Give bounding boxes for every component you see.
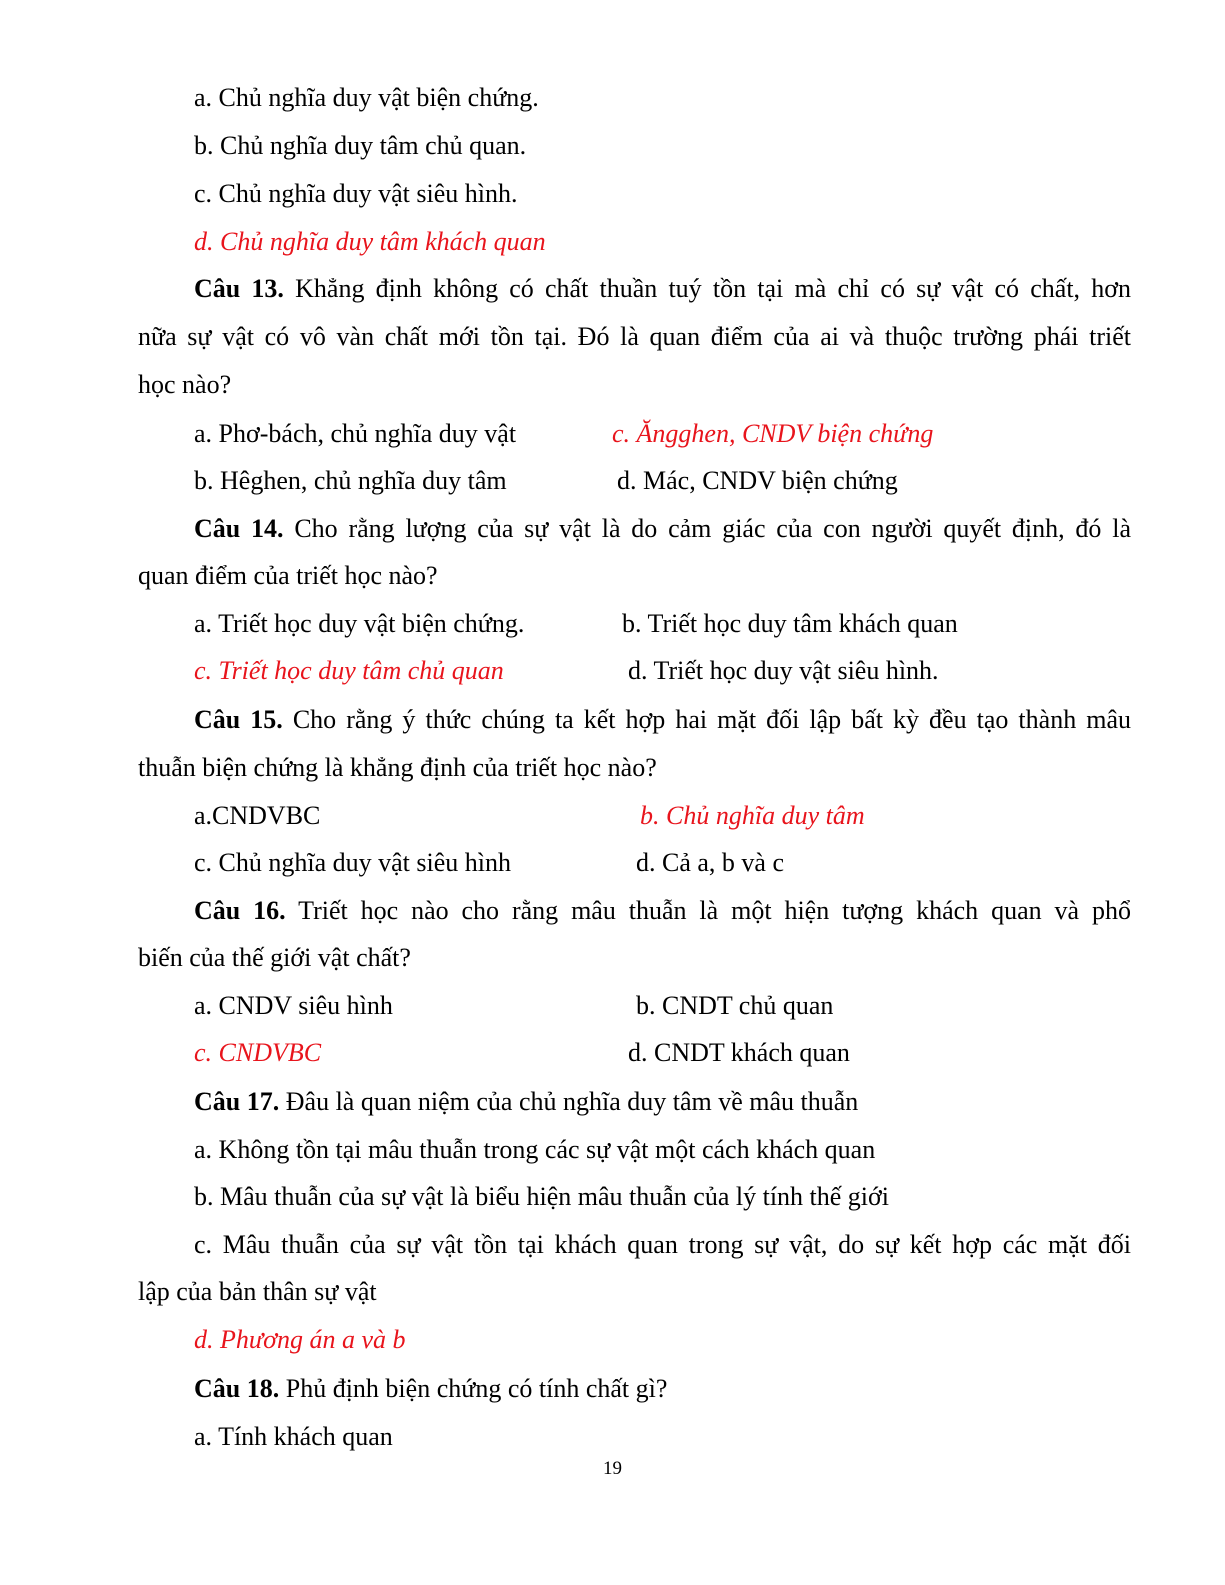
- q15-option-c: c. Chủ nghĩa duy vật siêu hình: [194, 848, 512, 877]
- question-14-label: Câu 14.: [194, 514, 284, 543]
- question-14-line-1: Câu 14. Cho rằng lượng của sự vật là do cảm giác của con người quyết định, đó là: [194, 514, 1131, 543]
- question-16-line-2: biến của thế giới vật chất?: [138, 943, 411, 972]
- correct-answer-option-d: d. Chủ nghĩa duy tâm khách quan: [194, 227, 546, 256]
- question-17-line-1: Câu 17. Đâu là quan niệm của chủ nghĩa duy tâm về mâu thuẫn: [194, 1087, 859, 1116]
- question-13-label: Câu 13.: [194, 274, 284, 303]
- q16-option-a: a. CNDV siêu hình: [194, 991, 393, 1020]
- q13-option-d: d. Mác, CNDV biện chứng: [617, 466, 898, 495]
- question-15-line-1: Câu 15. Cho rằng ý thức chúng ta kết hợp hai mặt đối lập bất kỳ đều tạo thành mâu: [194, 705, 1131, 734]
- q17-option-a: a. Không tồn tại mâu thuẫn trong các sự vật một cách khách quan: [194, 1135, 876, 1164]
- q14-option-a: a. Triết học duy vật biện chứng.: [194, 609, 525, 638]
- question-15-label: Câu 15.: [194, 705, 283, 734]
- option-c: c. Chủ nghĩa duy vật siêu hình.: [194, 179, 518, 208]
- question-13-line-1: Câu 13. Khẳng định không có chất thuần tuý tồn tại mà chỉ có sự vật có chất, hơn: [194, 274, 1131, 303]
- q16-option-d: d. CNDT khách quan: [628, 1038, 850, 1067]
- q17-option-c-line-2: lập của bản thân sự vật: [138, 1277, 377, 1306]
- q17-correct-option-d: d. Phương án a và b: [194, 1325, 406, 1354]
- q16-correct-option-c: c. CNDVBC: [194, 1038, 322, 1067]
- question-15-line-2: thuẫn biện chứng là khẳng định của triết học nào?: [138, 753, 657, 782]
- question-13-line-3: học nào?: [138, 370, 232, 399]
- question-16-label: Câu 16.: [194, 896, 286, 925]
- q13-correct-option-c: c. Ăngghen, CNDV biện chứng: [612, 419, 934, 448]
- option-a: a. Chủ nghĩa duy vật biện chứng.: [194, 83, 539, 112]
- question-13-line-2: nữa sự vật có vô vàn chất mới tồn tại. Đó là quan điểm của ai và thuộc trường phái triết: [138, 322, 1131, 351]
- q17-option-b: b. Mâu thuẫn của sự vật là biểu hiện mâu thuẫn của lý tính thế giới: [194, 1182, 890, 1211]
- q15-option-d: d. Cả a, b và c: [636, 848, 785, 877]
- question-17-label: Câu 17.: [194, 1087, 280, 1116]
- question-14-line-2: quan điểm của triết học nào?: [138, 561, 438, 590]
- page-number: 19: [603, 1458, 622, 1479]
- q14-option-b: b. Triết học duy tâm khách quan: [622, 609, 958, 638]
- q16-option-b: b. CNDT chủ quan: [636, 991, 834, 1020]
- q13-option-b: b. Hêghen, chủ nghĩa duy tâm: [194, 466, 507, 495]
- q15-correct-option-b: b. Chủ nghĩa duy tâm: [640, 801, 865, 830]
- question-18-line-1: Câu 18. Phủ định biện chứng có tính chất gì?: [194, 1374, 668, 1403]
- q14-option-d: d. Triết học duy vật siêu hình.: [628, 656, 939, 685]
- q15-option-a: a.CNDVBC: [194, 801, 321, 830]
- q13-option-a: a. Phơ-bách, chủ nghĩa duy vật: [194, 419, 517, 448]
- q14-correct-option-c: c. Triết học duy tâm chủ quan: [194, 656, 504, 685]
- q18-option-a: a. Tính khách quan: [194, 1422, 393, 1451]
- question-18-label: Câu 18.: [194, 1374, 280, 1403]
- question-16-line-1: Câu 16. Triết học nào cho rằng mâu thuẫn là một hiện tượng khách quan và phổ: [194, 896, 1131, 925]
- q17-option-c-line-1: c. Mâu thuẫn của sự vật tồn tại khách quan trong sự vật, do sự kết hợp các mặt đối: [194, 1230, 1131, 1259]
- option-b: b. Chủ nghĩa duy tâm chủ quan.: [194, 131, 527, 160]
